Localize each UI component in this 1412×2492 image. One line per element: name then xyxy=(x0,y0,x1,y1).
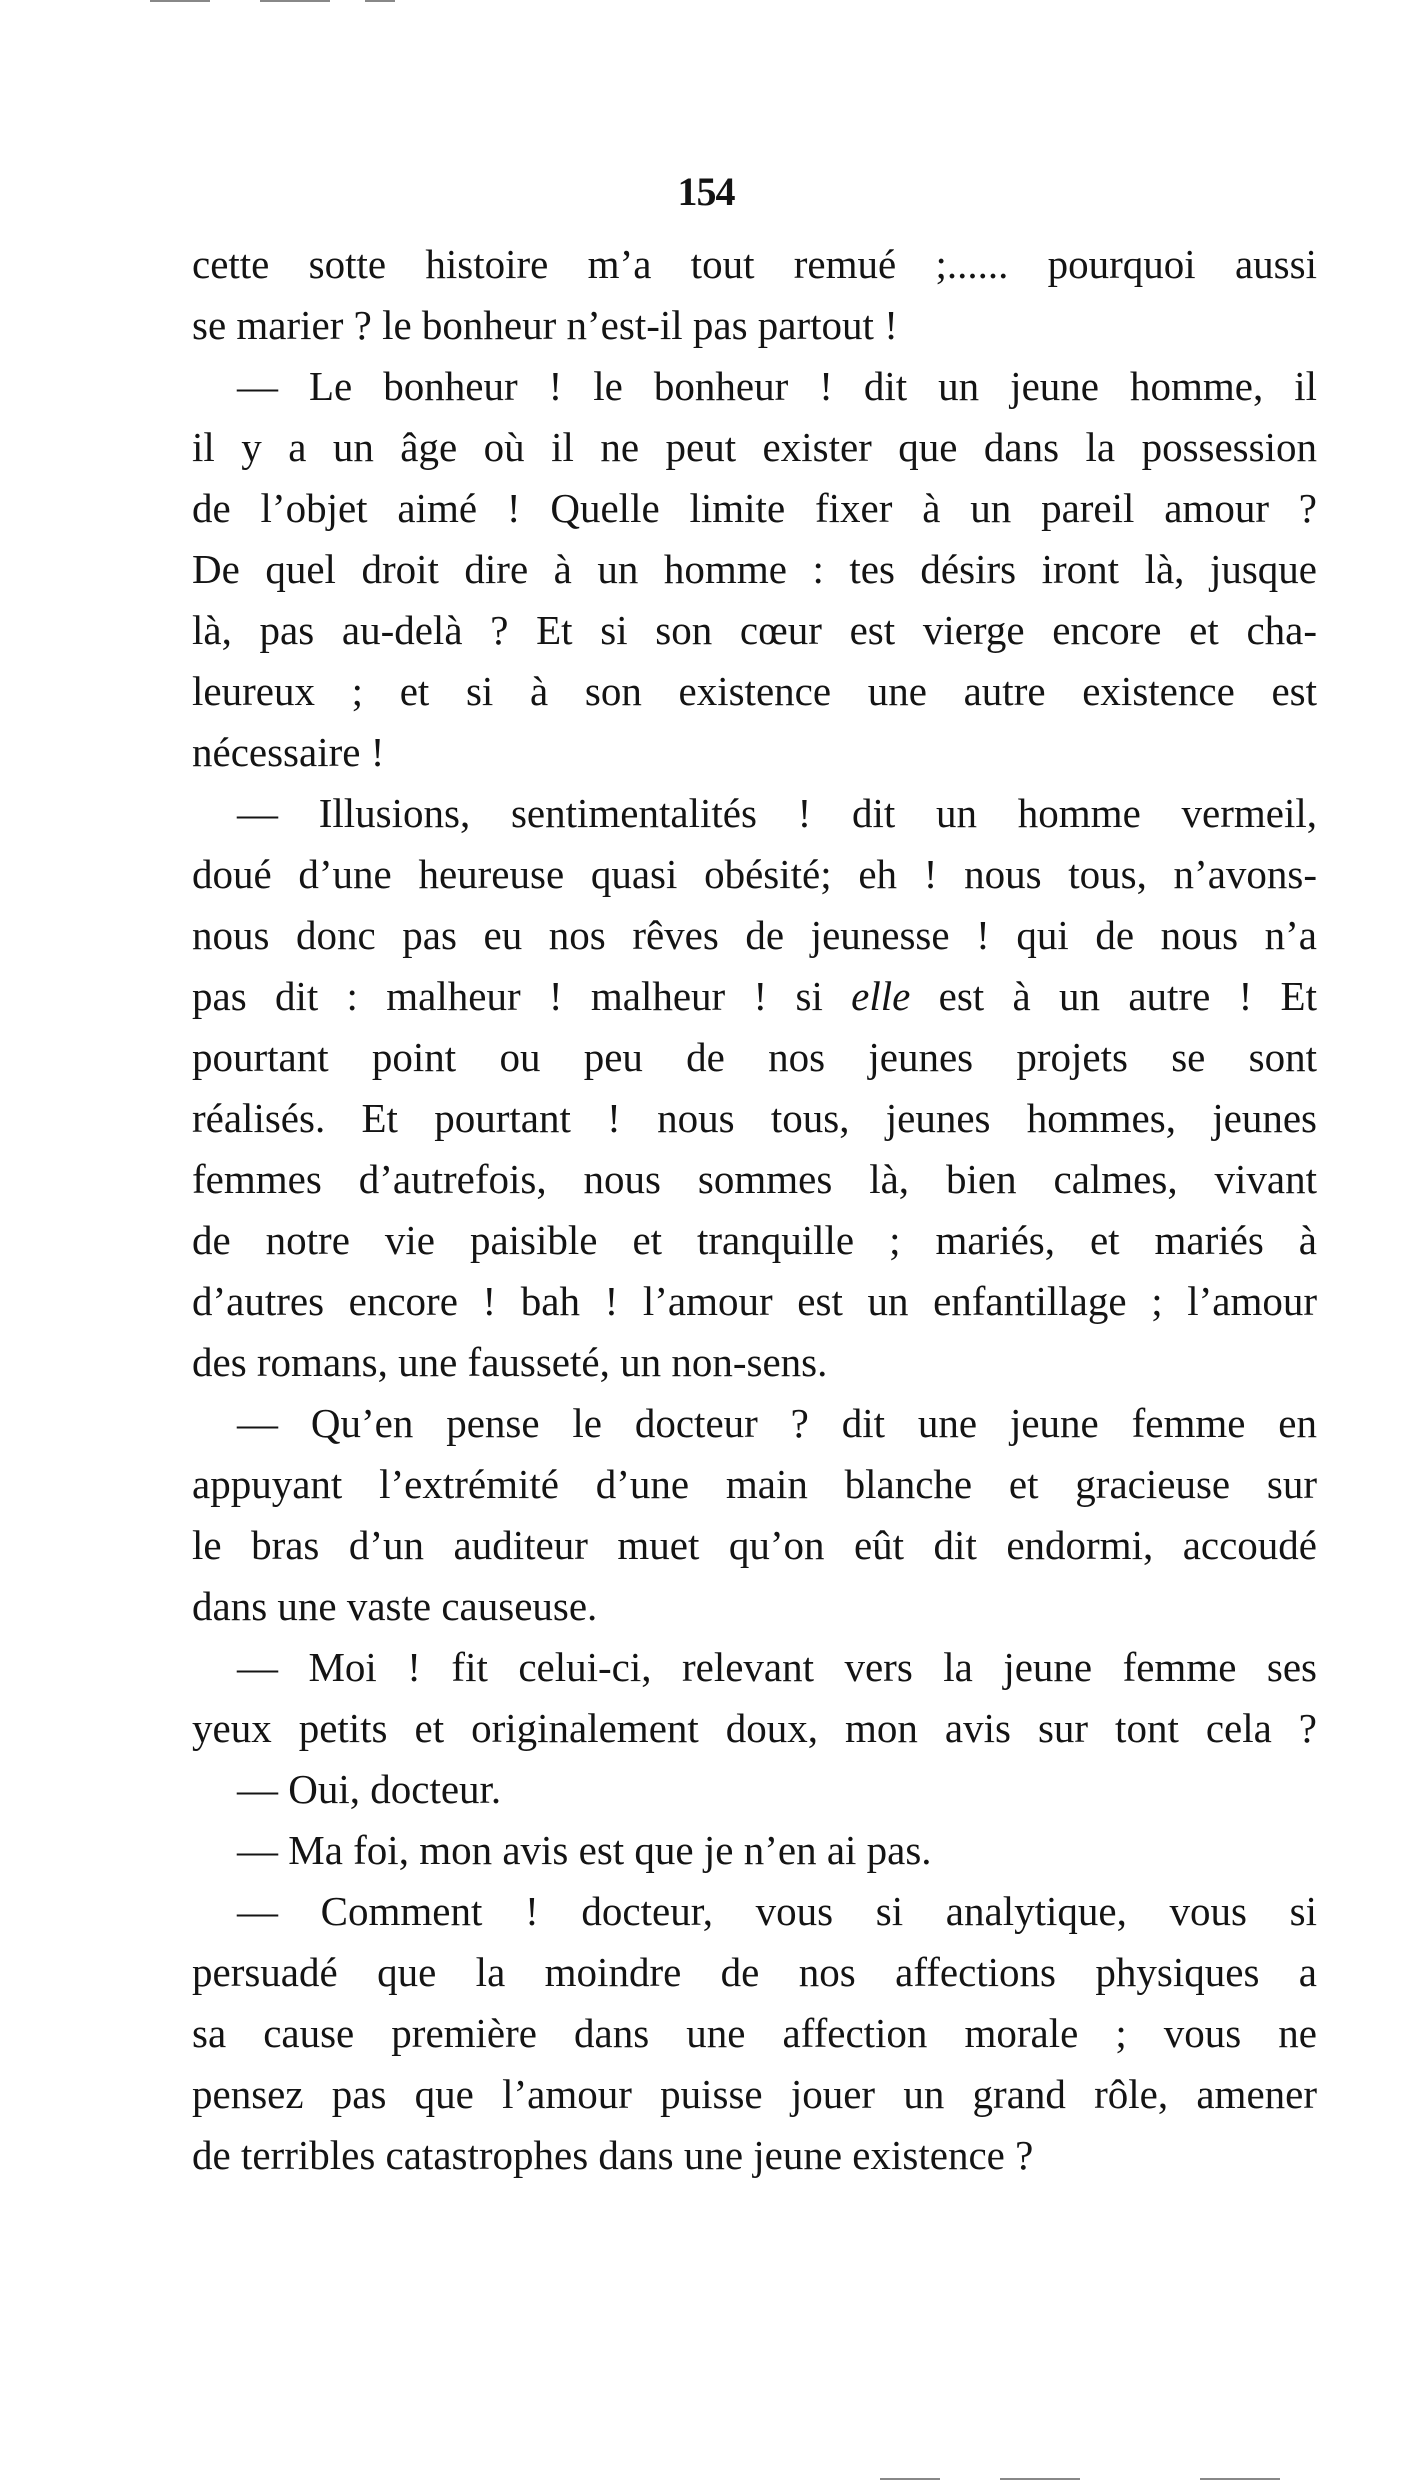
text-line: cette sotte histoire m’a tout remué ;...... pourquoi aussi xyxy=(192,241,1317,287)
text-line: il y a un âge où il ne peut exister que dans la possession xyxy=(192,424,1317,470)
text-segment: est à un autre ! Et xyxy=(910,973,1317,1019)
text-line: pourtant point ou peu de nos jeunes projets se sont xyxy=(192,1034,1317,1080)
text-line: De quel droit dire à un homme : tes désirs iront là, jusque xyxy=(192,546,1317,592)
scan-artifact xyxy=(365,0,395,2)
text-segment: pas dit : malheur ! malheur ! si xyxy=(192,973,852,1019)
text-line: sa cause première dans une affection morale ; vous ne xyxy=(192,2010,1317,2056)
body-text xyxy=(192,234,1317,2186)
page-number: 154 xyxy=(677,169,735,214)
text-line: nécessaire ! xyxy=(192,729,385,775)
scan-artifact xyxy=(880,2478,940,2480)
text-line: doué d’une heureuse quasi obésité; eh ! nous tous, n’avons- xyxy=(192,851,1317,897)
text-line: se marier ? le bonheur n’est-il pas partout ! xyxy=(192,302,898,348)
scan-artifact xyxy=(260,0,330,2)
scan-artifact xyxy=(1000,2478,1080,2480)
text-line: yeux petits et originalement doux, mon avis sur tont cela ? xyxy=(192,1705,1317,1751)
text-line: — Oui, docteur. xyxy=(237,1766,502,1812)
text-line: pensez pas que l’amour puisse jouer un grand rôle, amener xyxy=(192,2071,1317,2117)
text-line: là, pas au-delà ? Et si son cœur est vierge encore et cha- xyxy=(192,607,1317,653)
text-line: des romans, une fausseté, un non-sens. xyxy=(192,1339,828,1385)
text-line: nous donc pas eu nos rêves de jeunesse ! qui de nous n’a xyxy=(192,912,1317,958)
text-line: — Moi ! fit celui-ci, relevant vers la jeune femme ses xyxy=(237,1644,1317,1690)
italic-word: elle xyxy=(851,973,911,1019)
text-line: de notre vie paisible et tranquille ; mariés, et mariés à xyxy=(192,1217,1317,1263)
text-line: — Illusions, sentimentalités ! dit un homme vermeil, xyxy=(237,790,1317,836)
scan-artifact xyxy=(1200,2478,1280,2480)
text-line: — Comment ! docteur, vous si analytique, vous si xyxy=(237,1888,1317,1934)
text-line: — Le bonheur ! le bonheur ! dit un jeune homme, il xyxy=(237,363,1317,409)
text-line: d’autres encore ! bah ! l’amour est un enfantillage ; l’amour xyxy=(192,1278,1317,1324)
text-line: appuyant l’extrémité d’une main blanche et gracieuse sur xyxy=(192,1461,1317,1507)
text-line: — Ma foi, mon avis est que je n’en ai pas. xyxy=(237,1827,932,1873)
text-line: femmes d’autrefois, nous sommes là, bien calmes, vivant xyxy=(192,1156,1317,1202)
scan-artifact xyxy=(150,0,210,2)
text-line: le bras d’un auditeur muet qu’on eût dit endormi, accoudé xyxy=(192,1522,1317,1568)
text-line: de terribles catastrophes dans une jeune existence ? xyxy=(192,2132,1034,2178)
text-line: réalisés. Et pourtant ! nous tous, jeunes hommes, jeunes xyxy=(192,1095,1317,1141)
text-line: leureux ; et si à son existence une autre existence est xyxy=(192,668,1317,714)
text-line: persuadé que la moindre de nos affections physiques a xyxy=(192,1949,1317,1995)
text-line: de l’objet aimé ! Quelle limite fixer à un pareil amour ? xyxy=(192,485,1317,531)
text-line: dans une vaste causeuse. xyxy=(192,1583,598,1629)
text-line: — Qu’en pense le docteur ? dit une jeune femme en xyxy=(237,1400,1317,1446)
text-line xyxy=(192,966,1317,1027)
